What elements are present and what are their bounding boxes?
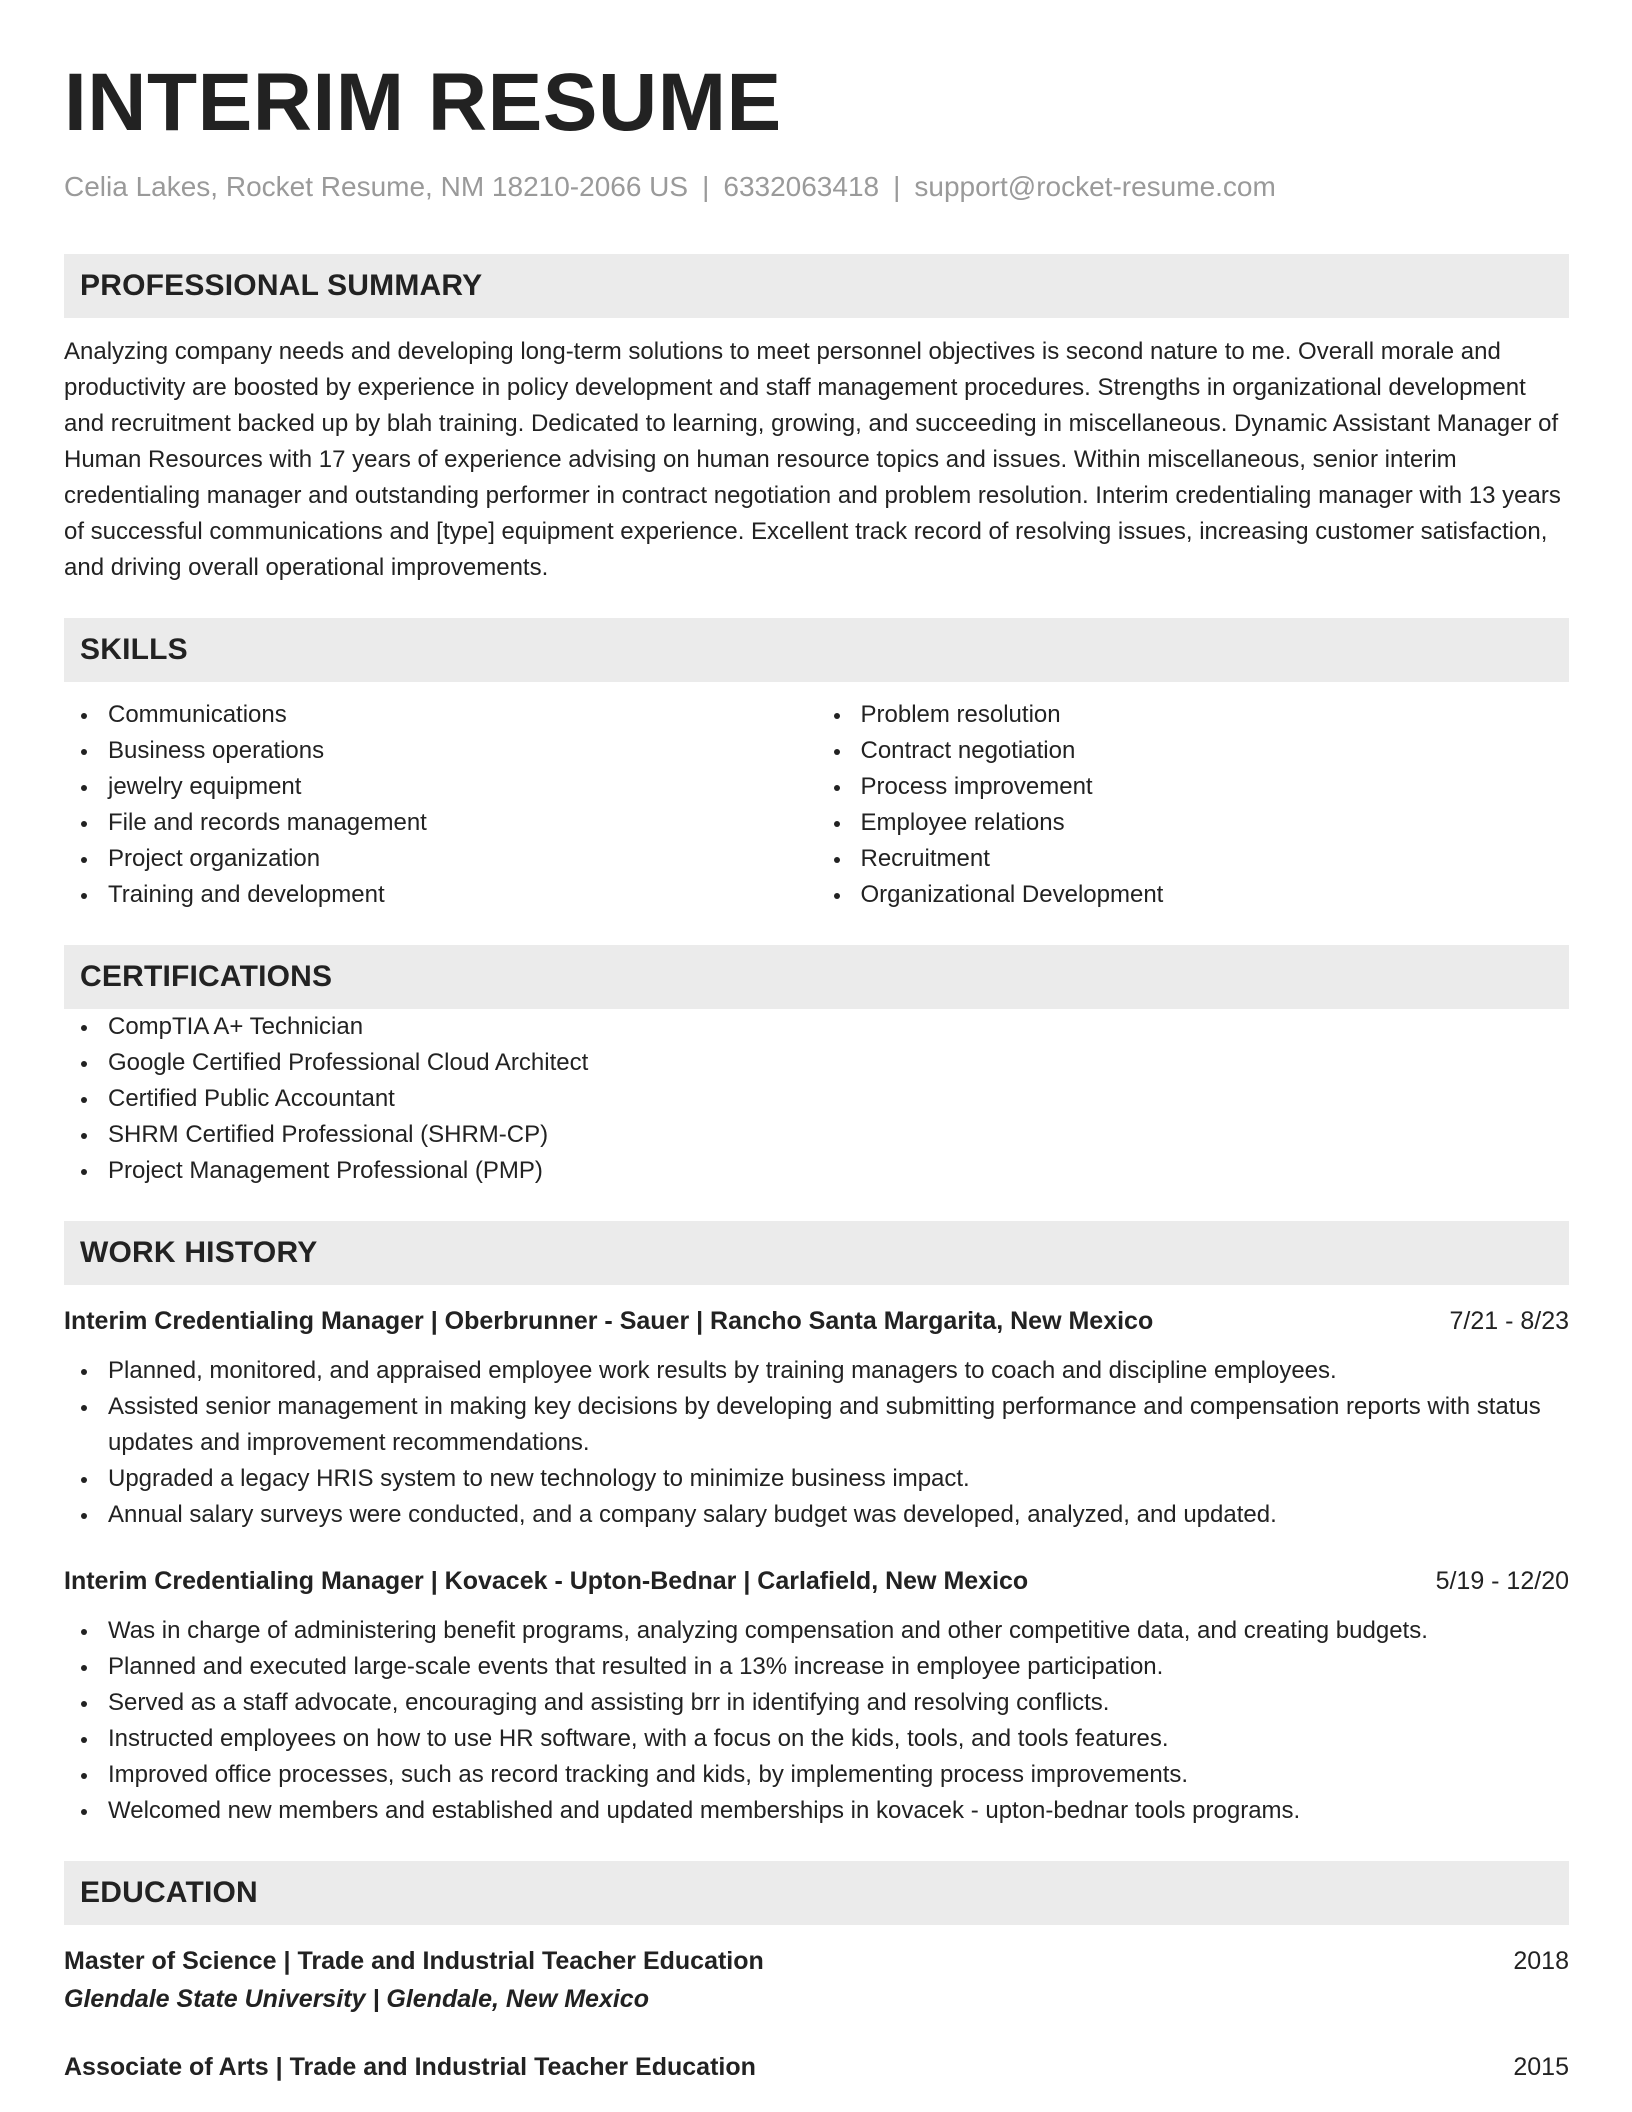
job-bullet: Annual salary surveys were conducted, and a company salary budget was developed, analyzed, and updated. xyxy=(64,1497,1569,1533)
education-degree: Associate of Arts | Trade and Industrial Teacher Education xyxy=(64,2052,756,2081)
skill-item: Contract negotiation xyxy=(817,733,1570,769)
section-header-certifications: CERTIFICATIONS xyxy=(64,945,1569,1009)
education-year: 2018 xyxy=(1513,1946,1569,1975)
job-bullets xyxy=(64,1613,1569,1829)
education-school: Glendale State University | Glendale, New Mexico xyxy=(64,1984,649,2013)
section-header-work-history: WORK HISTORY xyxy=(64,1221,1569,1285)
certification-item: Google Certified Professional Cloud Architect xyxy=(64,1045,1569,1081)
job-bullet: Assisted senior management in making key decisions by developing and submitting performance and compensation reports with status updates and improvement recommendations. xyxy=(64,1389,1569,1461)
certification-item: SHRM Certified Professional (SHRM-CP) xyxy=(64,1117,1569,1153)
section-header-education: EDUCATION xyxy=(64,1861,1569,1925)
skill-item: Training and development xyxy=(64,877,817,913)
job-header xyxy=(64,1563,1569,1599)
skill-item: File and records management xyxy=(64,805,817,841)
job-title: Interim Credentialing Manager | Oberbrunner - Sauer | Rancho Santa Margarita, New Mexico xyxy=(64,1306,1154,1335)
education-header xyxy=(64,2049,1569,2085)
education-year: 2015 xyxy=(1513,2052,1569,2081)
skill-item: Employee relations xyxy=(817,805,1570,841)
skill-item: Business operations xyxy=(64,733,817,769)
job-bullet: Upgraded a legacy HRIS system to new technology to minimize business impact. xyxy=(64,1461,1569,1497)
job-bullets xyxy=(64,1353,1569,1533)
education-degree: Master of Science | Trade and Industrial Teacher Education xyxy=(64,1946,764,1975)
skill-item: jewelry equipment xyxy=(64,769,817,805)
contact-phone: 6332063418 xyxy=(723,171,880,202)
job-bullet: Welcomed new members and established and updated memberships in kovacek - upton-bednar tools programs. xyxy=(64,1793,1569,1829)
certification-item: CompTIA A+ Technician xyxy=(64,1009,1569,1045)
education-entry xyxy=(64,1943,1569,2019)
contact-separator: | xyxy=(893,171,901,202)
education-entry xyxy=(64,2049,1569,2085)
certification-item: Certified Public Accountant xyxy=(64,1081,1569,1117)
resume-title: INTERIM RESUME xyxy=(64,57,782,148)
job-bullet: Planned, monitored, and appraised employee work results by training managers to coach and discipline employees. xyxy=(64,1353,1569,1389)
job-dates: 7/21 - 8/23 xyxy=(1449,1306,1569,1335)
job-entry xyxy=(64,1303,1569,1533)
education-header xyxy=(64,1943,1569,1979)
skills-list-right xyxy=(817,697,1570,913)
contact-email: support@rocket-resume.com xyxy=(914,171,1276,202)
certification-item: Project Management Professional (PMP) xyxy=(64,1153,1569,1189)
skill-item: Organizational Development xyxy=(817,877,1570,913)
skill-item: Problem resolution xyxy=(817,697,1570,733)
skills-column-right xyxy=(817,697,1570,913)
skill-item: Recruitment xyxy=(817,841,1570,877)
skills-column-left xyxy=(64,697,817,913)
summary-text: Analyzing company needs and developing long-term solutions to meet personnel objectives is second nature to me. Overall morale and productivity are boosted by experience in policy development and staff management procedures. Strengths in organizational development and recruitment backed up by blah training. Dedicated to learning, growing, and succeeding in miscellaneous. Dynamic Assistant Manager of Human Resources with 17 years of experience advising on human resource topics and issues. Within miscellaneous, senior interim credentialing manager and outstanding performer in contract negotiation and problem resolution. Interim credentialing manager with 13 years of successful communications and [type] equipment experience. Excellent track record of resolving issues, increasing customer satisfaction, and driving overall operational improvements. xyxy=(64,337,1561,581)
skill-item: Project organization xyxy=(64,841,817,877)
job-bullet: Instructed employees on how to use HR software, with a focus on the kids, tools, and tools features. xyxy=(64,1721,1569,1757)
certifications-list xyxy=(64,1009,1569,1189)
skills-list-left xyxy=(64,697,817,913)
section-header-summary: PROFESSIONAL SUMMARY xyxy=(64,254,1569,318)
job-header xyxy=(64,1303,1569,1339)
section-header-skills: SKILLS xyxy=(64,618,1569,682)
job-entry xyxy=(64,1563,1569,1829)
job-dates: 5/19 - 12/20 xyxy=(1435,1566,1569,1595)
contact-address: Celia Lakes, Rocket Resume, NM 18210-2066 US xyxy=(64,171,689,202)
job-title: Interim Credentialing Manager | Kovacek - Upton-Bednar | Carlafield, New Mexico xyxy=(64,1566,1029,1595)
job-bullet: Planned and executed large-scale events that resulted in a 13% increase in employee participation. xyxy=(64,1649,1569,1685)
skill-item: Communications xyxy=(64,697,817,733)
job-bullet: Was in charge of administering benefit programs, analyzing compensation and other competitive data, and creating budgets. xyxy=(64,1613,1569,1649)
skills-grid xyxy=(64,697,1569,913)
skill-item: Process improvement xyxy=(817,769,1570,805)
job-bullet: Improved office processes, such as record tracking and kids, by implementing process improvements. xyxy=(64,1757,1569,1793)
contact-separator: | xyxy=(702,171,710,202)
contact-line xyxy=(64,170,1569,204)
job-bullet: Served as a staff advocate, encouraging and assisting brr in identifying and resolving conflicts. xyxy=(64,1685,1569,1721)
